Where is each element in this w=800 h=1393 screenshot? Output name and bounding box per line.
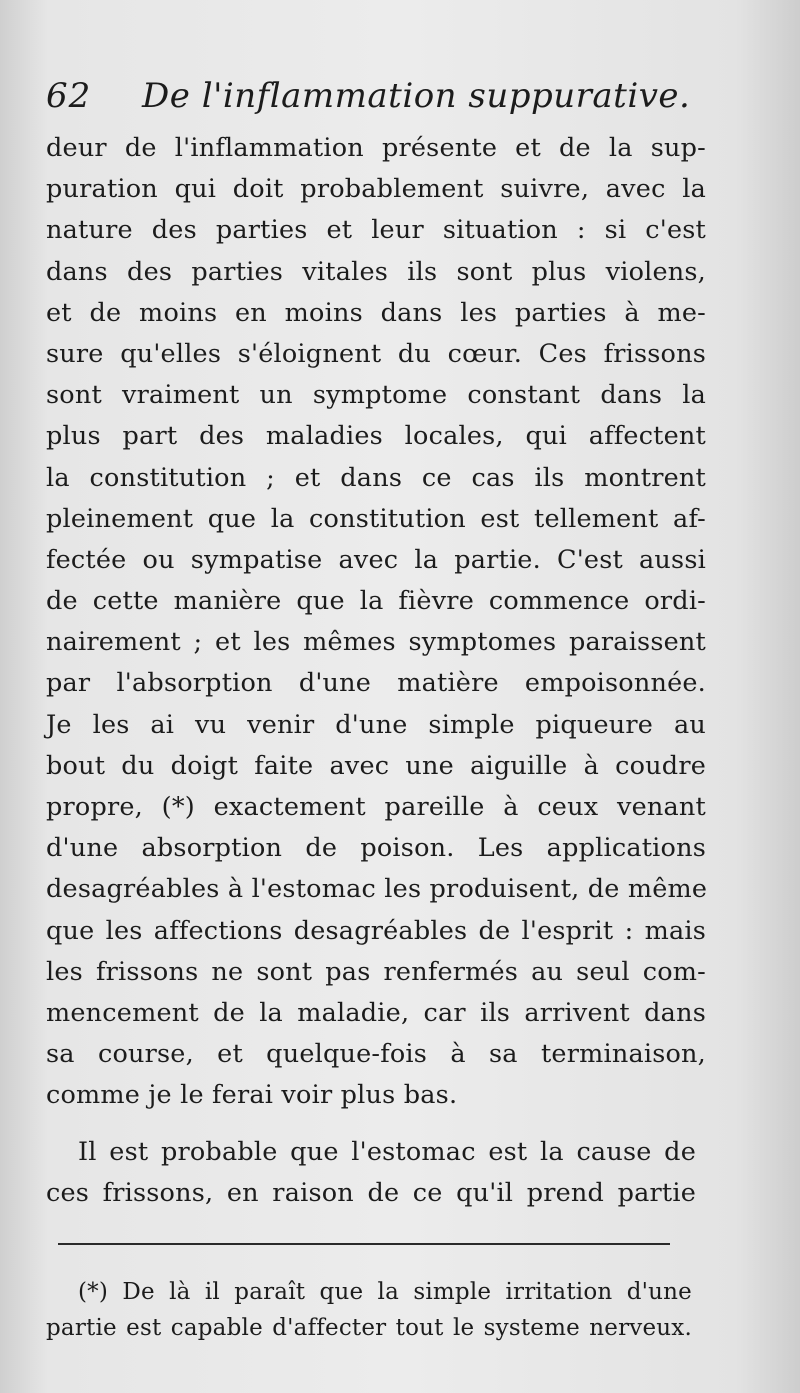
text-line: nature des parties et leur situation : si c'est	[46, 215, 706, 246]
text-line: desagréables à l'estomac les produisent, de même	[46, 874, 708, 905]
footnote-divider	[58, 1243, 670, 1245]
page-header	[46, 72, 746, 132]
text-line: sa course, et quelque-fois à sa terminaison,	[46, 1039, 706, 1070]
running-title: De l'inflammation suppurative.	[142, 76, 691, 116]
footnote-line: partie est capable d'affecter tout le systeme nerveux.	[46, 1315, 692, 1341]
text-line: deur de l'inflammation présente et de la sup-	[46, 133, 706, 163]
footnote-line: (*) De là il paraît que la simple irritation d'une	[78, 1279, 692, 1305]
paragraph-1	[46, 128, 706, 1117]
text-line: propre, (*) exactement pareille à ceux venant	[46, 792, 706, 822]
text-line: et de moins en moins dans les parties à me-	[46, 297, 706, 328]
text-line: puration qui doit probablement suivre, avec la	[46, 174, 706, 205]
text-line: fectée ou sympatise avec la partie. C'est aussi	[46, 544, 706, 575]
text-line: les frissons ne sont pas renfermés au seul com-	[46, 956, 706, 987]
text-line: Je les ai vu venir d'une simple piqueure au	[46, 709, 706, 740]
text-line: sont vraiment un symptome constant dans la	[46, 380, 706, 411]
text-line: comme je le ferai voir plus bas.	[46, 1080, 458, 1111]
text-line: nairement ; et les mêmes symptomes paraissent	[46, 627, 706, 658]
text-line: Il est probable que l'estomac est la cause de	[78, 1137, 696, 1167]
text-line: plus part des maladies locales, qui affectent	[46, 421, 706, 452]
text-line: par l'absorption d'une matière empoisonnée.	[46, 668, 706, 699]
text-line: bout du doigt faite avec une aiguille à coudre	[46, 750, 706, 781]
text-line: de cette manière que la fièvre commence ordi-	[46, 586, 706, 617]
text-line: ces frissons, en raison de ce qu'il prend partie	[46, 1178, 696, 1209]
text-line: d'une absorption de poison. Les applications	[46, 833, 706, 864]
text-line: dans des parties vitales ils sont plus violens,	[46, 256, 706, 287]
text-line: la constitution ; et dans ce cas ils montrent	[46, 462, 706, 493]
text-line: que les affections desagréables de l'esprit : mais	[46, 915, 706, 946]
footnote	[46, 1274, 692, 1346]
text-line: pleinement que la constitution est tellement af-	[46, 503, 706, 534]
text-line: sure qu'elles s'éloignent du cœur. Ces frissons	[46, 338, 706, 369]
paragraph-2	[46, 1132, 696, 1214]
page-number: 62	[46, 76, 92, 116]
text-line: mencement de la maladie, car ils arrivent dans	[46, 997, 706, 1028]
